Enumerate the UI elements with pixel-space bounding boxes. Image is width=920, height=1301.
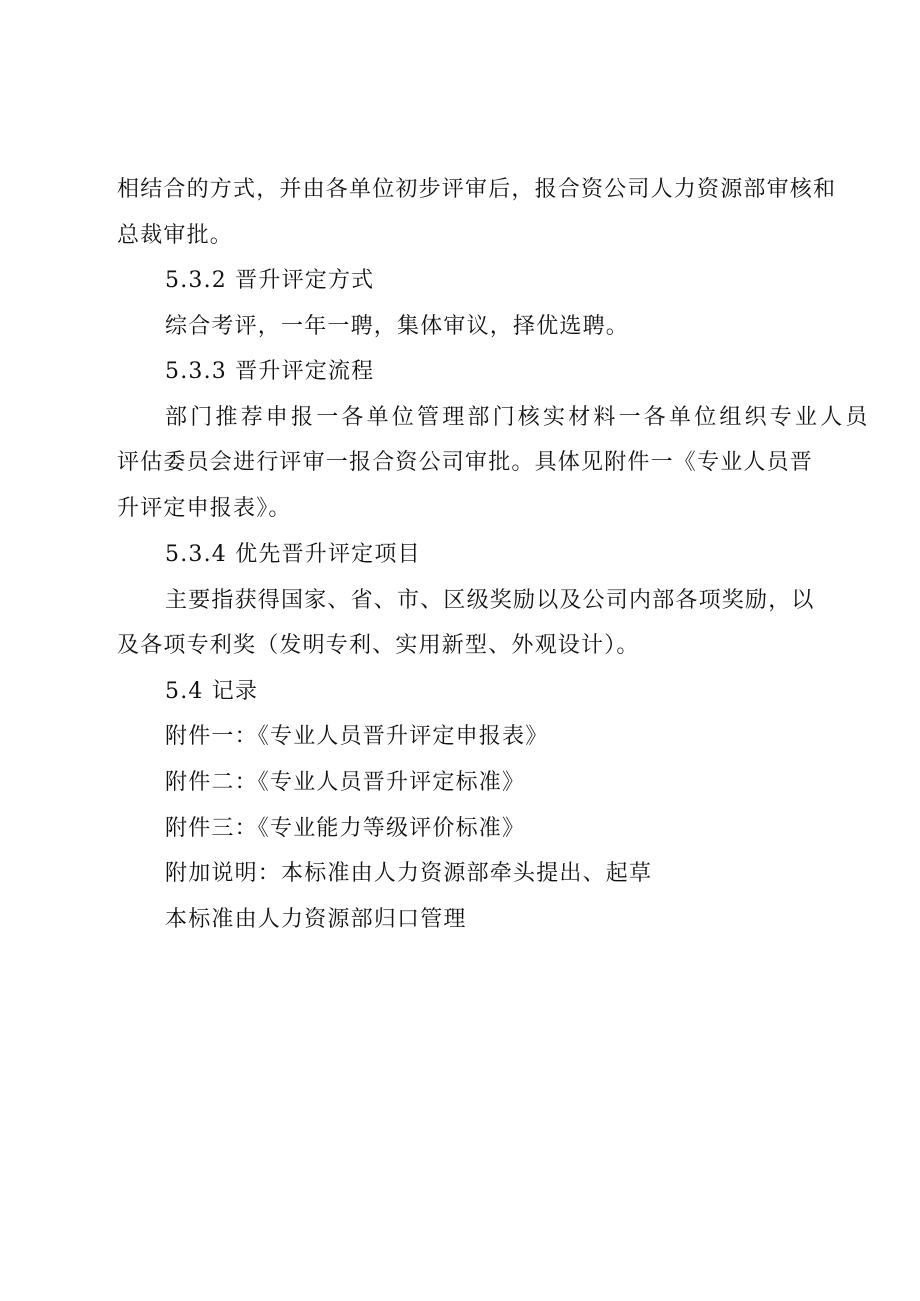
section-heading-5-3-3: 5.3.3 晋升评定流程 bbox=[165, 359, 375, 384]
attachment-item: 附件二：《专业人员晋升评定标准》 bbox=[165, 770, 526, 795]
paragraph-line: 总裁审批。 bbox=[117, 223, 234, 248]
paragraph-line: 相结合的方式，并由各单位初步评审后，报合资公司人力资源部审核和 bbox=[117, 177, 837, 202]
section-heading-5-3-2: 5.3.2 晋升评定方式 bbox=[165, 268, 375, 293]
paragraph-line: 综合考评，一年一聘，集体审议，择优选聘。 bbox=[165, 314, 630, 339]
management-note: 本标准由人力资源部归口管理 bbox=[165, 907, 467, 932]
section-heading-5-4: 5.4 记录 bbox=[165, 679, 259, 704]
paragraph-line: 及各项专利奖（发明专利、实用新型、外观设计）。 bbox=[117, 633, 640, 658]
additional-note: 附加说明：本标准由人力资源部牵头提出、起草 bbox=[165, 861, 653, 886]
section-heading-5-3-4: 5.3.4 优先晋升评定项目 bbox=[165, 542, 421, 567]
paragraph-line: 主要指获得国家、省、市、区级奖励以及公司内部各项奖励，以 bbox=[165, 588, 815, 613]
paragraph-line: 升评定申报表》。 bbox=[117, 496, 292, 521]
attachment-item: 附件三：《专业能力等级评价标准》 bbox=[165, 816, 526, 841]
paragraph-line: 评估委员会进行评审一报合资公司审批。具体见附件一《专业人员晋 bbox=[117, 450, 814, 475]
paragraph-line: 部门推荐申报一各单位管理部门核实材料一各单位组织专业人员 bbox=[165, 405, 871, 430]
attachment-item: 附件一：《专业人员晋升评定申报表》 bbox=[165, 724, 549, 749]
